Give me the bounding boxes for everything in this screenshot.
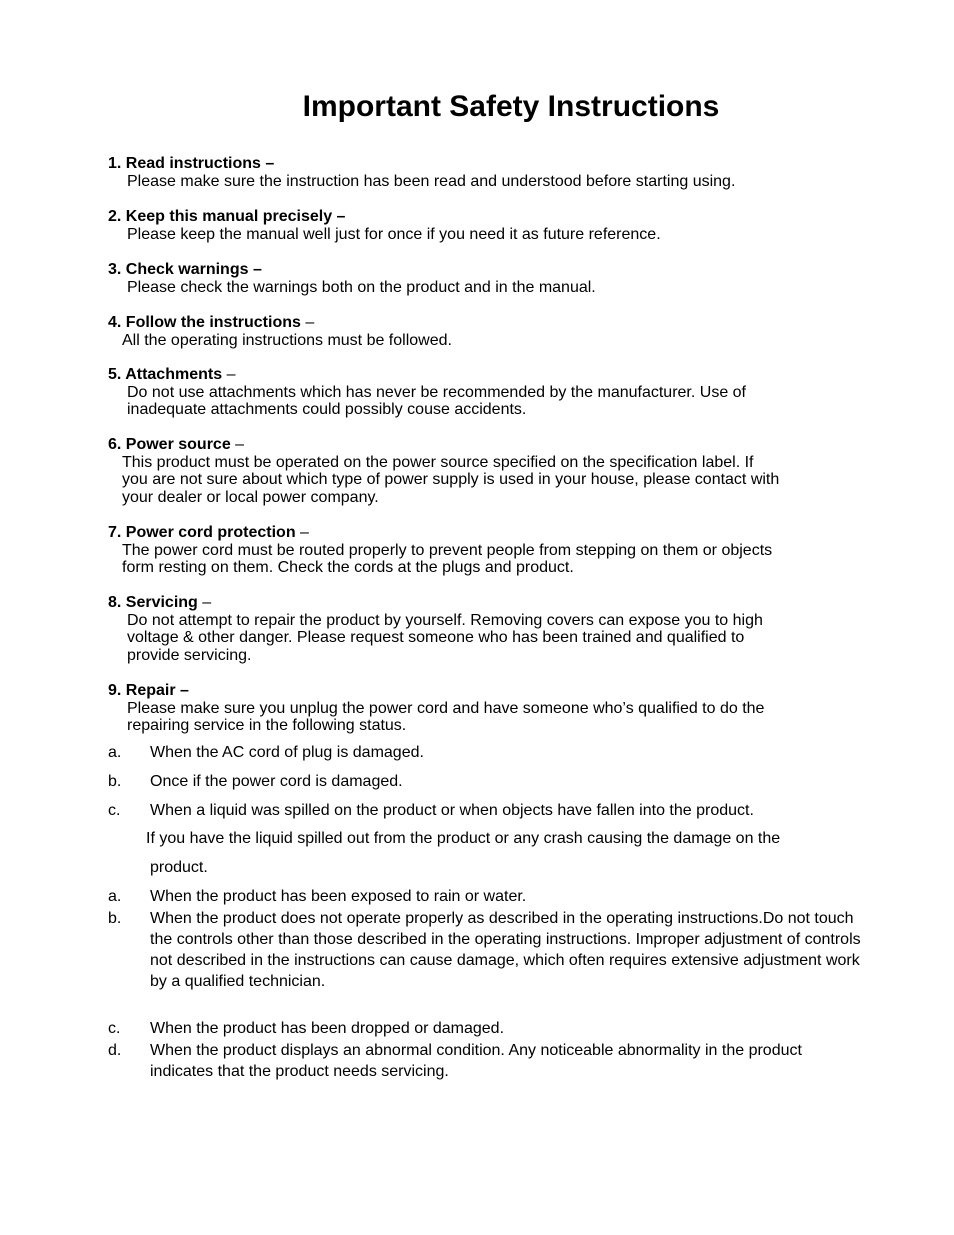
section-attachments bbox=[108, 366, 868, 419]
heading-dash: – bbox=[180, 682, 189, 699]
heading-dash: – bbox=[226, 366, 236, 383]
heading-dash: – bbox=[265, 155, 275, 172]
section-body: Please keep the manual well just for once if you need it as future reference. bbox=[127, 225, 661, 243]
list-item-text: When the product displays an abnormal condition. Any noticeable abnormality in the product indicates that the product needs servicing. bbox=[150, 1042, 802, 1080]
list-item-text: When a liquid was spilled on the product or when objects have fallen into the product. bbox=[150, 802, 754, 819]
list-item-text: When the product has been dropped or damaged. bbox=[150, 1020, 505, 1037]
section-body-line: Do not use attachments which has never be recommended by the manufacturer. Use of bbox=[127, 383, 746, 401]
section-servicing bbox=[108, 594, 868, 664]
section-body-line: inadequate attachments could possibly couse accidents. bbox=[127, 401, 527, 418]
section-follow-instructions bbox=[108, 314, 868, 349]
page-title: Important Safety Instructions bbox=[302, 90, 720, 123]
heading-dash: – bbox=[235, 436, 245, 453]
list-marker: c. bbox=[108, 1020, 121, 1037]
list-marker: b. bbox=[108, 773, 122, 790]
section-body-line: you are not sure about which type of power supply is used in your house, please contact with bbox=[122, 471, 780, 488]
section-heading: 3. Check warnings bbox=[108, 261, 249, 278]
list-item-text: When the product does not operate properly as described in the operating instructions.Do not touch the controls other than those described in the operating instructions. Improper adjustment of controls not described in the instructions can cause damage, which often requires extensive adjustment work by a qualified technician. bbox=[150, 910, 861, 990]
section-read-instructions bbox=[108, 155, 868, 190]
section-body-line: The power cord must be routed properly to prevent people from stepping on them or objects bbox=[122, 541, 773, 559]
section-heading: 9. Repair bbox=[108, 682, 176, 699]
section-body: Please check the warnings both on the product and in the manual. bbox=[127, 278, 596, 296]
section-body-line: form resting on them. Check the cords at the plugs and product. bbox=[122, 559, 574, 576]
section-body: Please make sure the instruction has been read and understood before starting using. bbox=[127, 172, 736, 190]
section-power-source bbox=[108, 436, 868, 506]
list-item bbox=[108, 908, 868, 992]
heading-dash: – bbox=[336, 208, 346, 225]
section-repair bbox=[108, 682, 868, 735]
note-paragraph bbox=[146, 824, 866, 882]
section-heading: 6. Power source bbox=[108, 436, 231, 453]
section-body-line: voltage & other danger. Please request someone who has been trained and qualified to bbox=[127, 629, 745, 646]
section-check-warnings bbox=[108, 261, 868, 296]
section-power-cord-protection bbox=[108, 524, 868, 577]
list-item bbox=[108, 800, 868, 821]
note-line: If you have the liquid spilled out from the product or any crash causing the damage on the bbox=[146, 830, 781, 847]
section-heading: 7. Power cord protection bbox=[108, 524, 296, 541]
list-item bbox=[108, 886, 868, 907]
list-item bbox=[108, 1040, 868, 1082]
section-body-line: This product must be operated on the power source specified on the specification label. If bbox=[122, 453, 754, 471]
list-item bbox=[108, 742, 868, 763]
heading-dash: – bbox=[300, 524, 309, 541]
list-marker: a. bbox=[108, 888, 122, 905]
section-keep-manual bbox=[108, 208, 868, 243]
list-item bbox=[108, 1018, 868, 1039]
note-line: product. bbox=[150, 859, 208, 876]
section-body-line: repairing service in the following status. bbox=[127, 717, 407, 734]
heading-dash: – bbox=[252, 261, 262, 278]
list-item-text: When the AC cord of plug is damaged. bbox=[150, 744, 424, 761]
heading-dash: – bbox=[305, 314, 315, 331]
section-body-line: Please make sure you unplug the power cord and have someone who’s qualified to do the bbox=[127, 699, 765, 717]
section-heading: 1. Read instructions bbox=[108, 155, 261, 172]
list-marker: d. bbox=[108, 1042, 122, 1059]
section-heading: 5. Attachments bbox=[108, 366, 223, 383]
heading-dash: – bbox=[202, 594, 212, 611]
section-heading: 2. Keep this manual precisely bbox=[108, 208, 333, 225]
section-heading: 4. Follow the instructions bbox=[108, 314, 301, 331]
list-item-text: Once if the power cord is damaged. bbox=[150, 773, 403, 790]
list-item-text: When the product has been exposed to rain or water. bbox=[150, 888, 527, 905]
section-heading: 8. Servicing bbox=[108, 594, 198, 611]
list-marker: c. bbox=[108, 802, 121, 819]
list-marker: b. bbox=[108, 910, 122, 927]
list-item bbox=[108, 771, 868, 792]
section-body-line: Do not attempt to repair the product by yourself. Removing covers can expose you to high bbox=[127, 611, 763, 629]
list-marker: a. bbox=[108, 744, 122, 761]
section-body: All the operating instructions must be followed. bbox=[122, 331, 452, 349]
section-body-line: provide servicing. bbox=[127, 646, 252, 664]
section-body-line: your dealer or local power company. bbox=[122, 488, 379, 506]
